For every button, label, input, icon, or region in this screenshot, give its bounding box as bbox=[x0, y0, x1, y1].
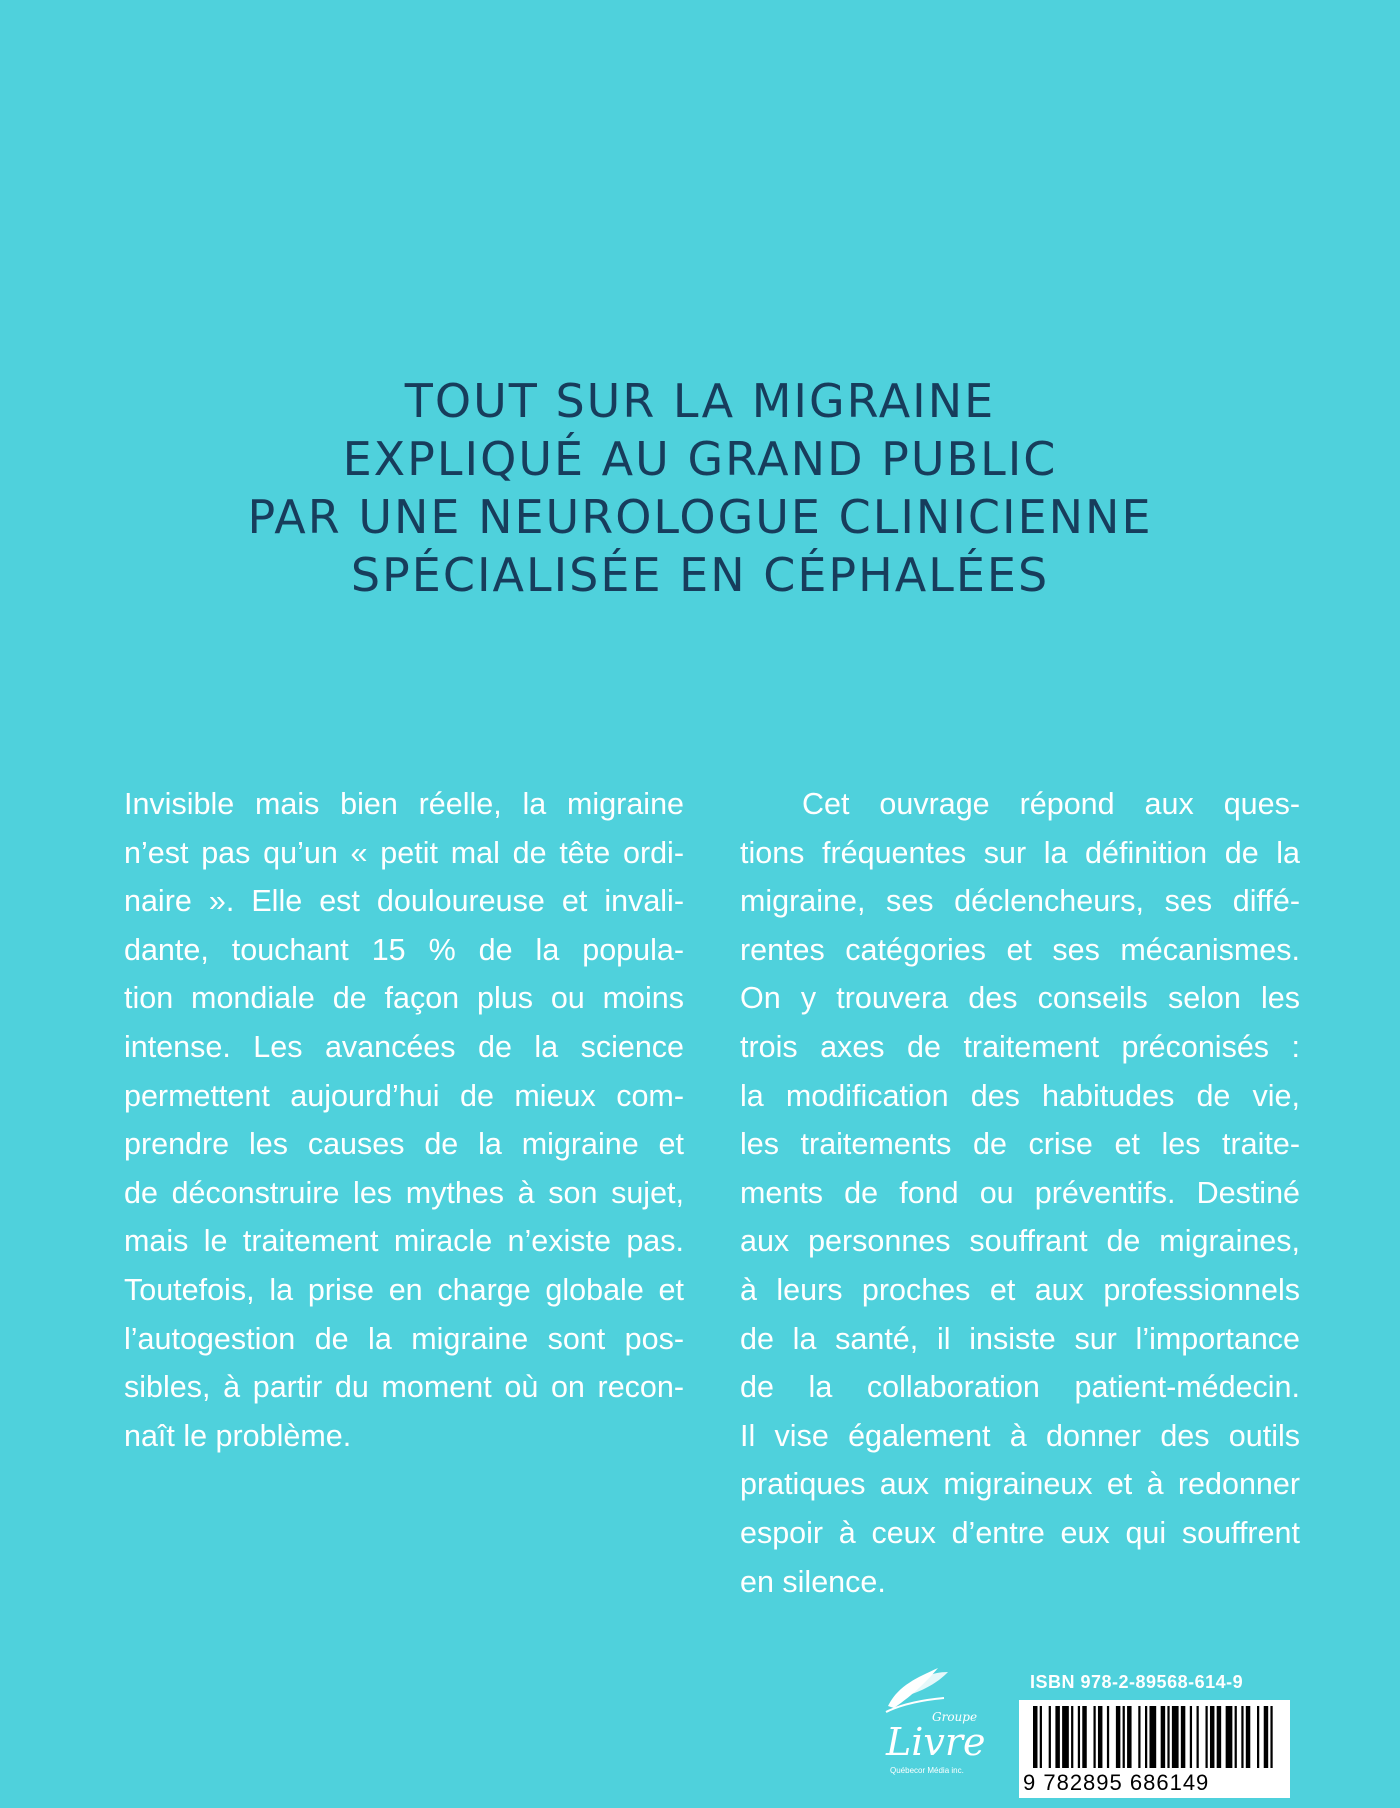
text-line: permettent aujourd’hui de mieux com- bbox=[124, 1078, 684, 1113]
barcode bbox=[1019, 1700, 1290, 1798]
text-line: en silence. bbox=[740, 1564, 886, 1599]
text-line: ments de fond ou préventifs. Destiné bbox=[740, 1175, 1300, 1210]
barcode-bar bbox=[1098, 1706, 1102, 1768]
barcode-bar bbox=[1149, 1706, 1156, 1768]
isbn-label: ISBN 978-2-89568-614-9 bbox=[1030, 1672, 1244, 1692]
text-line: la modification des habitudes de vie, bbox=[740, 1078, 1300, 1113]
barcode-bar bbox=[1033, 1706, 1037, 1768]
barcode-bar bbox=[1123, 1706, 1125, 1768]
text-line: prendre les causes de la migraine et bbox=[124, 1127, 684, 1162]
publisher-groupe-label: Groupe bbox=[932, 1710, 978, 1724]
text-line: Cet ouvrage répond aux ques- bbox=[802, 787, 1300, 821]
text-line: Toutefois, la prise en charge globale et bbox=[124, 1272, 684, 1307]
text-line: migraine, ses déclencheurs, ses diffé- bbox=[740, 884, 1300, 919]
barcode-bars bbox=[1019, 1700, 1290, 1770]
barcode-bar bbox=[1235, 1706, 1237, 1768]
text-line: de la santé, il insiste sur l’importance bbox=[740, 1321, 1300, 1356]
text-line: sibles, à partir du moment où on recon- bbox=[124, 1370, 684, 1405]
barcode-bar bbox=[1241, 1706, 1243, 1768]
barcode-bar bbox=[1078, 1706, 1080, 1768]
barcode-bar bbox=[1264, 1706, 1268, 1768]
text-line: à leurs proches et aux professionnels bbox=[740, 1272, 1300, 1307]
text-line: de déconstruire les mythes à son sujet, bbox=[124, 1175, 684, 1210]
barcode-bar bbox=[1217, 1706, 1221, 1768]
headline-line: EXPLIQUÉ AU GRAND PUBLIC bbox=[342, 432, 1058, 486]
text-line: l’autogestion de la migraine sont pos- bbox=[124, 1321, 684, 1356]
barcode-bar bbox=[1127, 1706, 1131, 1768]
barcode-bar bbox=[1145, 1706, 1147, 1768]
left-text-column bbox=[124, 780, 684, 1460]
barcode-bar bbox=[1161, 1706, 1165, 1768]
barcode-bar bbox=[1246, 1706, 1250, 1768]
barcode-bar bbox=[1197, 1706, 1199, 1768]
barcode-bar bbox=[1226, 1706, 1233, 1768]
barcode-bar bbox=[1172, 1706, 1179, 1768]
barcode-bar bbox=[1055, 1706, 1059, 1768]
barcode-bar bbox=[1190, 1706, 1192, 1768]
barcode-bar bbox=[1138, 1706, 1140, 1768]
barcode-digits: 9 782895 686149 bbox=[1023, 1770, 1210, 1795]
text-line: dante, touchant 15 % de la popula- bbox=[124, 932, 684, 967]
text-line: Invisible mais bien réelle, la migraine bbox=[124, 787, 684, 821]
publisher-subtitle: Québecor Média inc. bbox=[890, 1766, 964, 1775]
text-line: rentes catégories et ses mécanismes. bbox=[740, 932, 1300, 967]
barcode-bar bbox=[1205, 1706, 1207, 1768]
butterfly-leaf-icon bbox=[882, 1660, 952, 1716]
barcode-bar bbox=[1049, 1706, 1051, 1768]
text-line: tion mondiale de façon plus ou moins bbox=[124, 981, 684, 1016]
barcode-bar bbox=[1040, 1706, 1042, 1768]
barcode-bar bbox=[1270, 1706, 1272, 1768]
text-line: Il vise également à donner des outils bbox=[740, 1418, 1300, 1453]
text-line: trois axes de traitement préconisés : bbox=[740, 1029, 1300, 1064]
barcode-bar bbox=[1062, 1706, 1069, 1768]
text-line: tions fréquentes sur la définition de la bbox=[740, 835, 1300, 870]
text-line: de la collaboration patient-médecin. bbox=[740, 1370, 1300, 1405]
headline-line: PAR UNE NEUROLOGUE CLINICIENNE bbox=[247, 490, 1153, 544]
barcode-bar bbox=[1093, 1706, 1095, 1768]
text-line: naire ». Elle est douloureuse et invali- bbox=[124, 884, 684, 919]
barcode-bar bbox=[1071, 1706, 1073, 1768]
headline-line: TOUT SUR LA MIGRAINE bbox=[404, 374, 996, 428]
barcode-bar bbox=[1210, 1706, 1214, 1768]
publisher-name: Livre bbox=[886, 1720, 986, 1764]
text-line: aux personnes souffrant de migraines, bbox=[740, 1224, 1300, 1259]
text-line: mais le traitement miracle n’existe pas. bbox=[124, 1224, 684, 1259]
publisher-logo bbox=[860, 1660, 990, 1795]
text-line: les traitements de crise et les traite- bbox=[740, 1127, 1300, 1162]
right-text-column bbox=[740, 780, 1300, 1606]
text-line: espoir à ceux d’entre eux qui souffrent bbox=[740, 1515, 1300, 1550]
barcode-bar bbox=[1107, 1706, 1109, 1768]
barcode-bar bbox=[1116, 1706, 1120, 1768]
text-line: On y trouvera des conseils selon les bbox=[740, 981, 1300, 1016]
barcode-bar bbox=[1181, 1706, 1185, 1768]
headline bbox=[0, 372, 1400, 604]
text-line: n’est pas qu’un « petit mal de tête ordi- bbox=[124, 835, 684, 870]
barcode-bar bbox=[1167, 1706, 1169, 1768]
barcode-bar bbox=[1082, 1706, 1086, 1768]
headline-line: SPÉCIALISÉE EN CÉPHALÉES bbox=[350, 548, 1050, 602]
barcode-bar bbox=[1257, 1706, 1259, 1768]
text-line: naît le problème. bbox=[124, 1418, 352, 1453]
text-line: intense. Les avancées de la science bbox=[124, 1029, 684, 1064]
text-line: pratiques aux migraineux et à redonner bbox=[740, 1467, 1300, 1502]
